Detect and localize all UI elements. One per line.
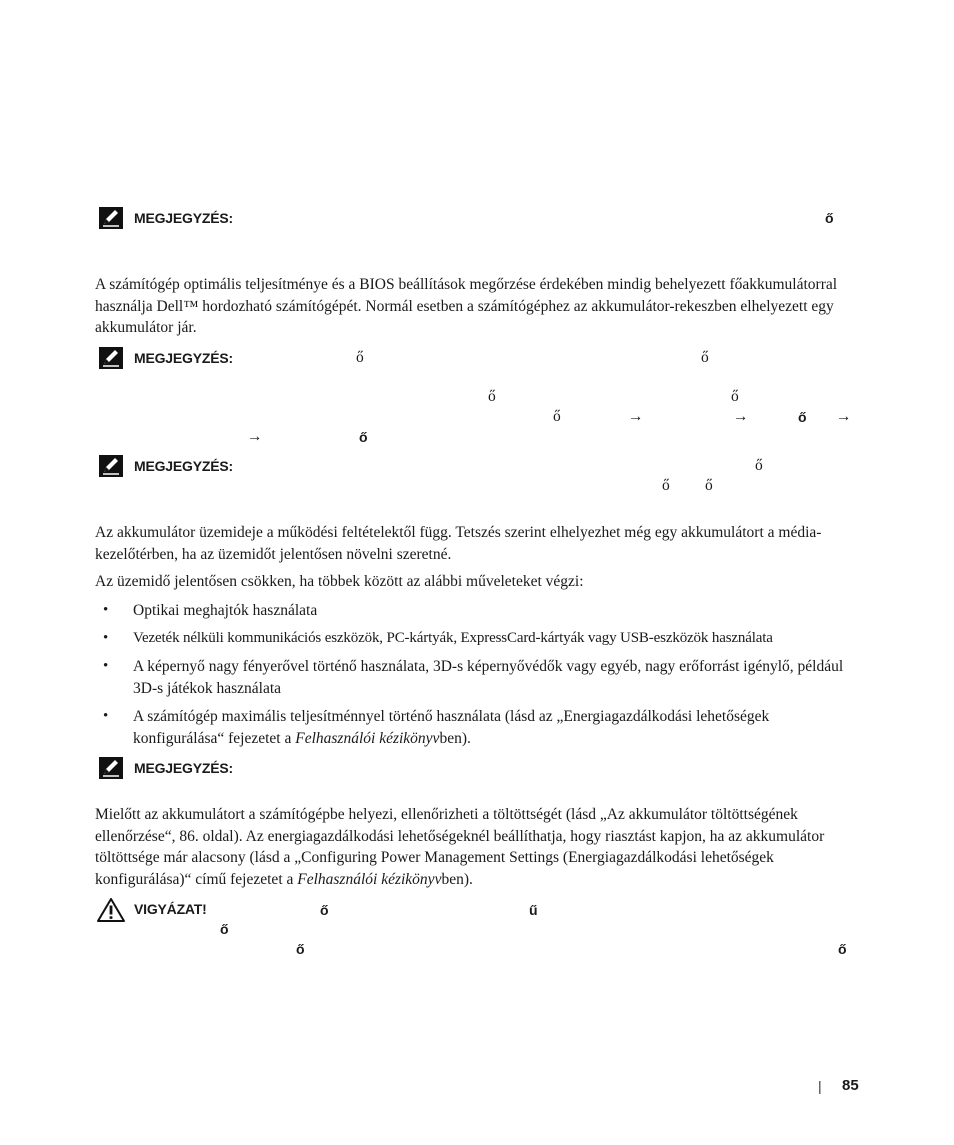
list-item <box>103 706 863 750</box>
list-item-text: A számítógép maximális teljesítménnyel történő használata (lásd az „Energiagazdálkodási lehetőségek konfigurálása“ fejezetet a Felhasználói kézikönyvben). <box>133 708 770 747</box>
stray-glyph: ő <box>553 408 561 425</box>
pencil-note-icon <box>99 347 123 369</box>
warning-triangle-icon <box>96 897 126 923</box>
stray-glyph: ő <box>359 429 368 445</box>
pencil-note-icon <box>99 455 123 477</box>
arrow-glyph: → <box>733 408 749 425</box>
note-glyph: ő <box>356 349 364 366</box>
caution-glyph: ő <box>838 941 847 957</box>
arrow-glyph: → <box>836 408 852 425</box>
caution-glyph: ő <box>296 941 305 957</box>
list-item-text: Vezeték nélküli kommunikációs eszközök, PC-kártyák, ExpressCard-kártyák vagy USB-eszközök használata <box>133 630 773 646</box>
caution-glyph: ő <box>320 902 329 918</box>
paragraph-battery-life: Az akkumulátor üzemideje a működési feltételektől függ. Tetszés szerint elhelyezhet még egy akkumulátort a média-kezelőtérben, ha az üzemidőt jelentősen növelni szeretné. <box>95 524 822 563</box>
list-item <box>103 656 863 700</box>
note-label: MEGJEGYZÉS: <box>134 458 233 474</box>
bullet-icon: • <box>103 602 109 618</box>
list-item-text: A képernyő nagy fényerővel történő használata, 3D-s képernyővédők vagy egyéb, nagy erőforrást igénylő, például 3D-s játékok használata <box>133 658 844 697</box>
caution-glyph: ű <box>529 902 538 918</box>
list-item-text: Optikai meghajtók használata <box>133 602 318 619</box>
stray-glyph: ő <box>488 388 496 405</box>
note-glyph: ő <box>705 477 713 494</box>
caution-label: VIGYÁZAT! <box>134 901 207 917</box>
pencil-note-icon <box>99 207 123 229</box>
bullet-icon: • <box>103 658 109 674</box>
paragraph-battery-intro: A számítógép optimális teljesítménye és a BIOS beállítások megőrzése érdekében mindig behelyezett főakkumulátorral használja Dell™ hordozható számítógépét. Normál esetben a számítógéphez az akkumulátor-rekeszben elhelyezett egy akkumulátor jár. <box>95 276 838 336</box>
pencil-note-icon <box>99 757 123 779</box>
bullet-icon: • <box>103 708 109 724</box>
stray-glyph: ő <box>731 388 739 405</box>
note-glyph: ő <box>825 210 834 226</box>
arrow-glyph: → <box>628 408 644 425</box>
note-glyph: ő <box>662 477 670 494</box>
note-label: MEGJEGYZÉS: <box>134 760 233 776</box>
note-label: MEGJEGYZÉS: <box>134 210 233 226</box>
bullet-icon: • <box>103 630 109 646</box>
paragraph-check-charge: Mielőtt az akkumulátort a számítógépbe helyezi, ellenőrizheti a töltöttségét (lásd „Az akkumulátor töltöttségének ellenőrzése“, 86. oldal). Az energiagazdálkodási lehetőségeknél beállíthatja, hogy riasztást kapjon, ha az akkumulátor töltöttsége már alacsony (lásd a „Configuring Power Management Settings (Energiagazdálkodási lehetőségek konfigurálása)“ című fejezetet a Felhasználói kézikönyvben). <box>95 806 825 888</box>
page-number: 85 <box>842 1077 859 1094</box>
manual-title: Felhasználói kézikönyv <box>295 729 440 747</box>
manual-title: Felhasználói kézikönyv <box>297 870 442 888</box>
caution-glyph: ő <box>220 921 229 937</box>
note-glyph: ő <box>701 349 709 366</box>
note-glyph: ő <box>755 457 763 474</box>
list-item <box>103 628 863 650</box>
stray-glyph: ő <box>798 409 807 425</box>
note-label: MEGJEGYZÉS: <box>134 350 233 366</box>
paragraph-runtime-reduced: Az üzemidő jelentősen csökken, ha többek között az alábbi műveleteket végzi: <box>95 573 584 590</box>
arrow-glyph: → <box>247 428 263 445</box>
footer-divider: | <box>818 1078 822 1094</box>
list-item <box>103 600 863 622</box>
